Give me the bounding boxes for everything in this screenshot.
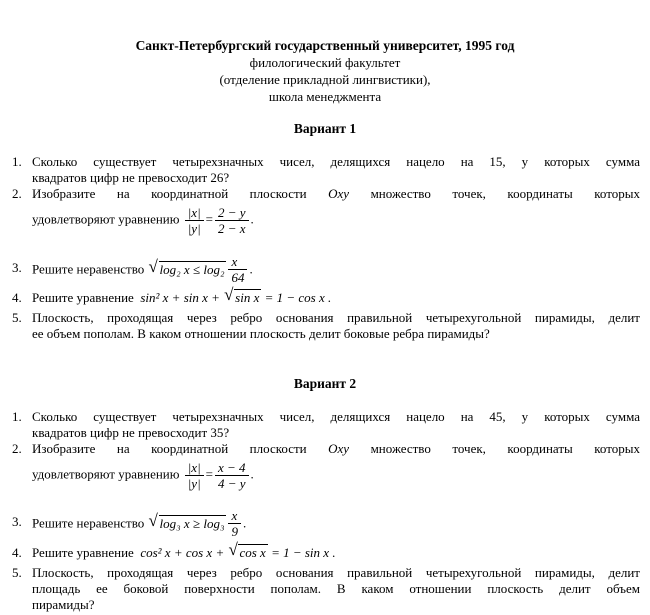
variant-1-title: Вариант 1 <box>293 121 357 136</box>
problem-text: Плоскость, проходящая через ребро основания правильной четырехугольной пирамиды, делит <box>32 310 640 325</box>
fraction-right: $\frac{x - 4}{4 - y}$ <box>215 460 249 491</box>
problem-number: 4. <box>12 545 22 560</box>
problem-text: Решите уравнение <box>32 290 134 305</box>
problem-text-cont: площадь ее боковой поверхности пополам. В каком отношении плоскость делит объем <box>32 581 640 596</box>
problem-text-cont: квадратов цифр не превосходит 26? <box>32 170 230 185</box>
problem-number: 4. <box>12 290 22 305</box>
equation-line: удовлетворяют уравнению $\frac{|x|}{|y|}$ = $\frac{2 - y}{2 - x}$ . <box>32 205 254 236</box>
equation-line: удовлетворяют уравнению $\frac{|x|}{|y|}$ = $\frac{x - 4}{4 - y}$ . <box>32 460 254 491</box>
school-line: школа менеджмента <box>268 89 382 104</box>
problem-number: 1. <box>12 154 22 169</box>
problem-text: Сколько существует четырехзначных чисел, делящихся нацело на 45, у которых сумма <box>32 409 640 424</box>
variant-2-title: Вариант 2 <box>293 376 357 391</box>
problem-number: 1. <box>12 409 22 424</box>
problem-number: 5. <box>12 565 22 580</box>
fraction: $\frac{x}{64}$ <box>228 254 247 285</box>
problem-text: Плоскость, проходящая через ребро основания правильной четырехугольной пирамиды, делит <box>32 565 640 580</box>
problem-text: Изобразите на координатной плоскости Oxy множество точек, координаты которых <box>32 441 641 456</box>
document-header <box>0 37 650 105</box>
problem-text-cont: квадратов цифр не превосходит 35? <box>32 425 230 440</box>
fraction-left: $\frac{|x|}{|y|}$ <box>185 205 204 236</box>
fraction-right: $\frac{2 - y}{2 - x}$ <box>215 205 249 236</box>
problem-number: 2. <box>12 441 22 456</box>
oxy-label: Oxy <box>328 441 350 456</box>
problem-number: 5. <box>12 310 22 325</box>
fraction-left: $\frac{|x|}{|y|}$ <box>185 460 204 491</box>
sqrt-expression: √ log₂ x ≤ log₂ <box>148 256 225 277</box>
problem-number: 3. <box>12 514 22 529</box>
problem-text: Решите неравенство <box>32 261 145 277</box>
sqrt-expression: √ cos x <box>228 540 266 560</box>
problem-text: Сколько существует четырехзначных чисел, делящихся нацело на 15, у которых сумма <box>32 154 640 169</box>
problem-number: 3. <box>12 260 22 275</box>
problem-text: Решите неравенство <box>32 515 145 531</box>
problem-text-end: пирамиды? <box>32 597 95 612</box>
university-title: Санкт-Петербургский государственный университет, 1995 год <box>135 38 515 53</box>
sqrt-expression: √ sin x <box>224 285 260 305</box>
fraction: $\frac{x}{9}$ <box>228 508 241 539</box>
faculty-line: филологический факультет <box>249 55 401 70</box>
problem-text: Изобразите на координатной плоскости Oxy множество точек, координаты которых <box>32 186 641 201</box>
problem-number: 2. <box>12 186 22 201</box>
sqrt-expression: √ log₃ x ≥ log₃ <box>148 510 225 531</box>
oxy-label: Oxy <box>328 186 350 201</box>
department-line: (отделение прикладной лингвистики), <box>219 72 431 87</box>
problem-text-cont: ее объем пополам. В каком отношении плоскость делит боковые ребра пирамиды? <box>32 326 490 341</box>
problem-text: Решите уравнение <box>32 545 134 560</box>
